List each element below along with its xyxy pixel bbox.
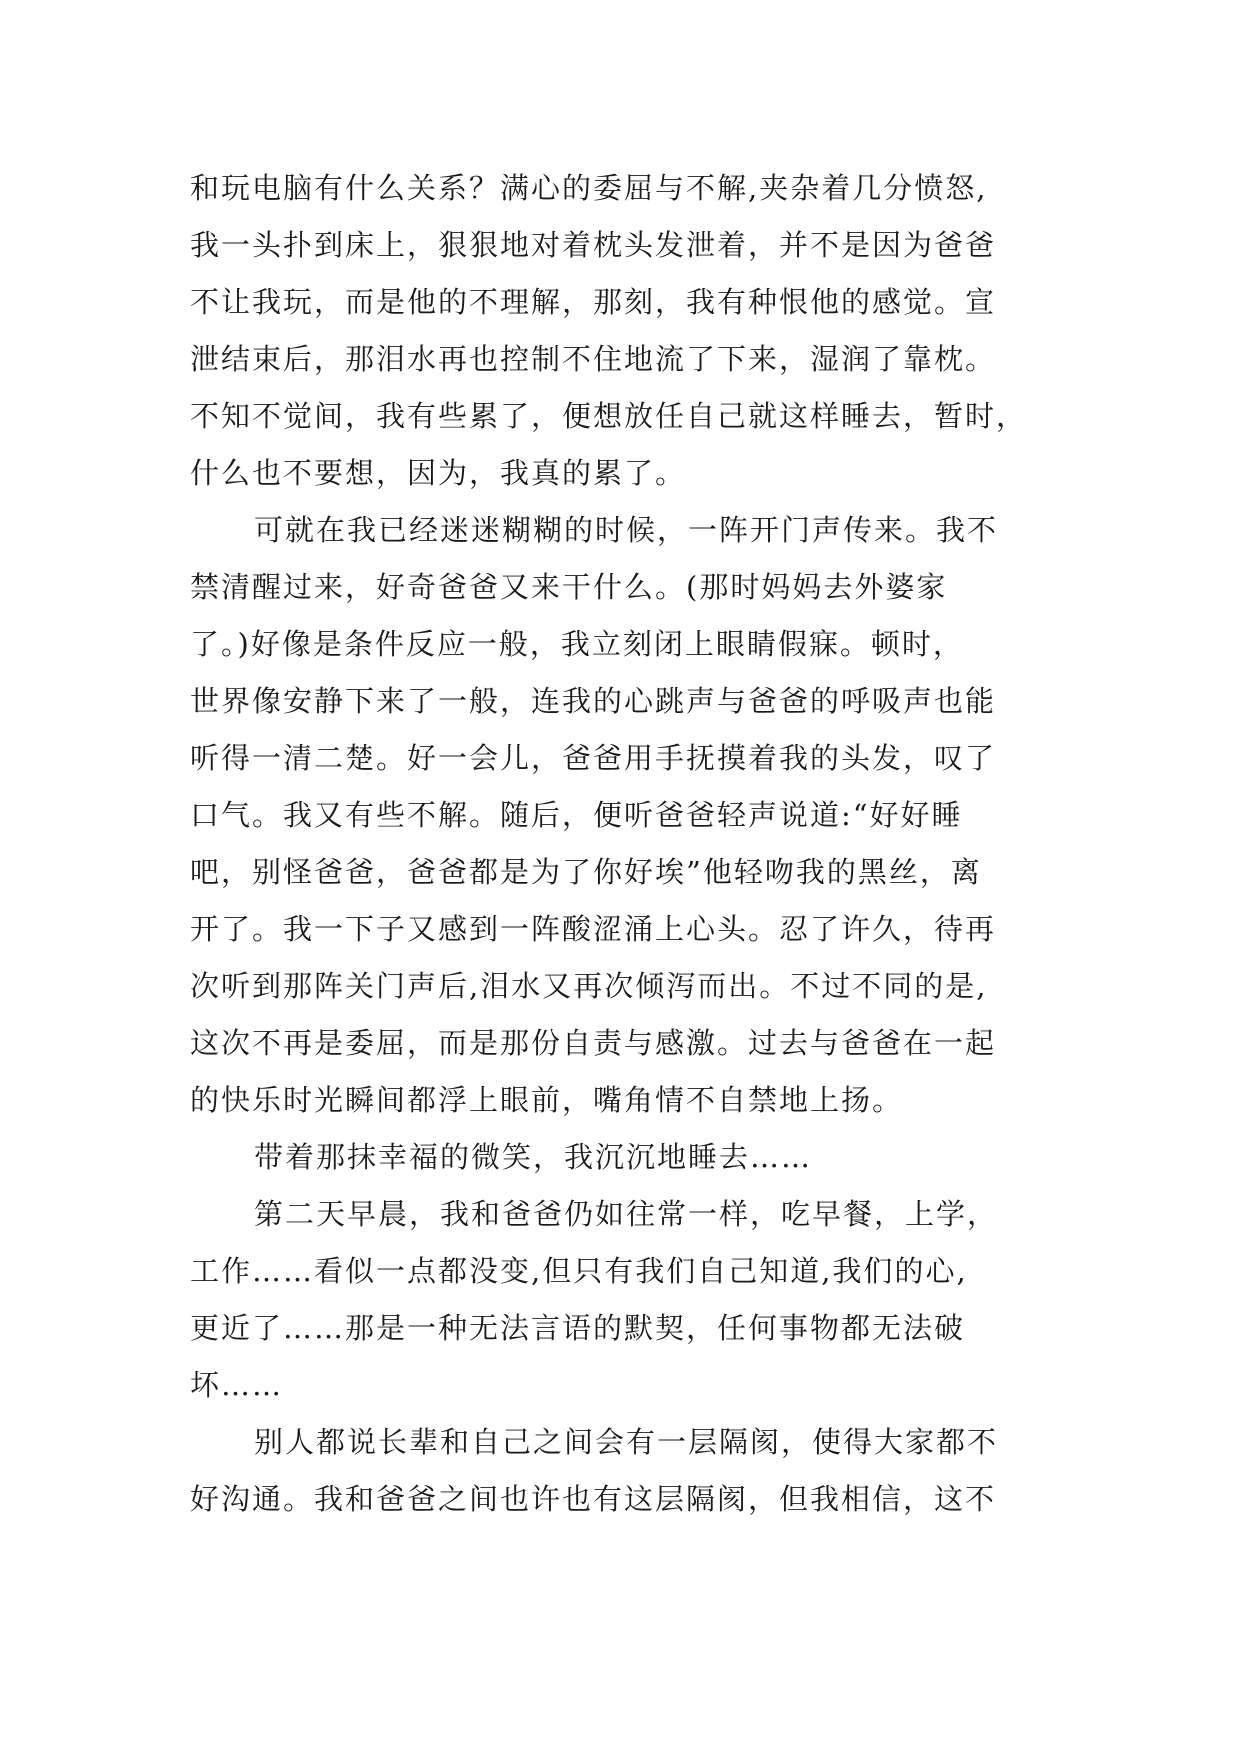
text-line: 不知不觉间，我有些累了，便想放任自己就这样睡去，暂时， <box>190 399 1028 433</box>
text-line: 听得一清二楚。好一会儿，爸爸用手抚摸着我的头发，叹了 <box>190 741 997 775</box>
text-line: 别人都说长辈和自己之间会有一层隔阂，使得大家都不 <box>254 1425 999 1459</box>
text-line: 和玩电脑有什么关系？满心的委屈与不解,夹杂着几分愤怒, <box>190 171 988 205</box>
text-line: 坏…… <box>190 1368 284 1402</box>
text-line: 吧，别怪爸爸，爸爸都是为了你好埃”他轻吻我的黑丝，离 <box>190 855 982 889</box>
text-line: 工作……看似一点都没变,但只有我们自己知道,我们的心, <box>190 1254 968 1288</box>
text-line: 带着那抹幸福的微笑，我沉沉地睡去…… <box>254 1140 813 1174</box>
text-line: 次听到那阵关门声后,泪水又再次倾泻而出。不过不同的是, <box>190 969 988 1003</box>
text-line: 泄结束后，那泪水再也控制不住地流了下来，湿润了靠枕。 <box>190 342 997 376</box>
text-line: 的快乐时光瞬间都浮上眼前，嘴角情不自禁地上扬。 <box>190 1083 904 1117</box>
text-line: 什么也不要想，因为，我真的累了。 <box>190 456 687 490</box>
text-line: 更近了……那是一种无法言语的默契，任何事物都无法破 <box>190 1311 966 1345</box>
text-line: 世界像安静下来了一般，连我的心跳声与爸爸的呼吸声也能 <box>190 684 997 718</box>
text-line: 第二天早晨，我和爸爸仍如往常一样，吃早餐，上学， <box>254 1197 999 1231</box>
text-line: 不让我玩，而是他的不理解，那刻，我有种恨他的感觉。宣 <box>190 285 997 319</box>
text-line: 禁清醒过来，好奇爸爸又来干什么。(那时妈妈去外婆家 <box>190 570 948 604</box>
text-line: 了。)好像是条件反应一般，我立刻闭上眼睛假寐。顿时， <box>190 627 964 661</box>
text-line: 口气。我又有些不解。随后，便听爸爸轻声说道:“好好睡 <box>190 798 963 832</box>
text-line: 这次不再是委屈，而是那份自责与感激。过去与爸爸在一起 <box>190 1026 997 1060</box>
body-text <box>190 160 1090 1528</box>
text-line: 好沟通。我和爸爸之间也许也有这层隔阂，但我相信，这不 <box>190 1482 997 1516</box>
text-line: 可就在我已经迷迷糊糊的时候，一阵开门声传来。我不 <box>254 513 999 547</box>
text-line: 开了。我一下子又感到一阵酸涩涌上心头。忍了许久，待再 <box>190 912 997 946</box>
text-line: 我一头扑到床上，狠狠地对着枕头发泄着，并不是因为爸爸 <box>190 228 997 262</box>
